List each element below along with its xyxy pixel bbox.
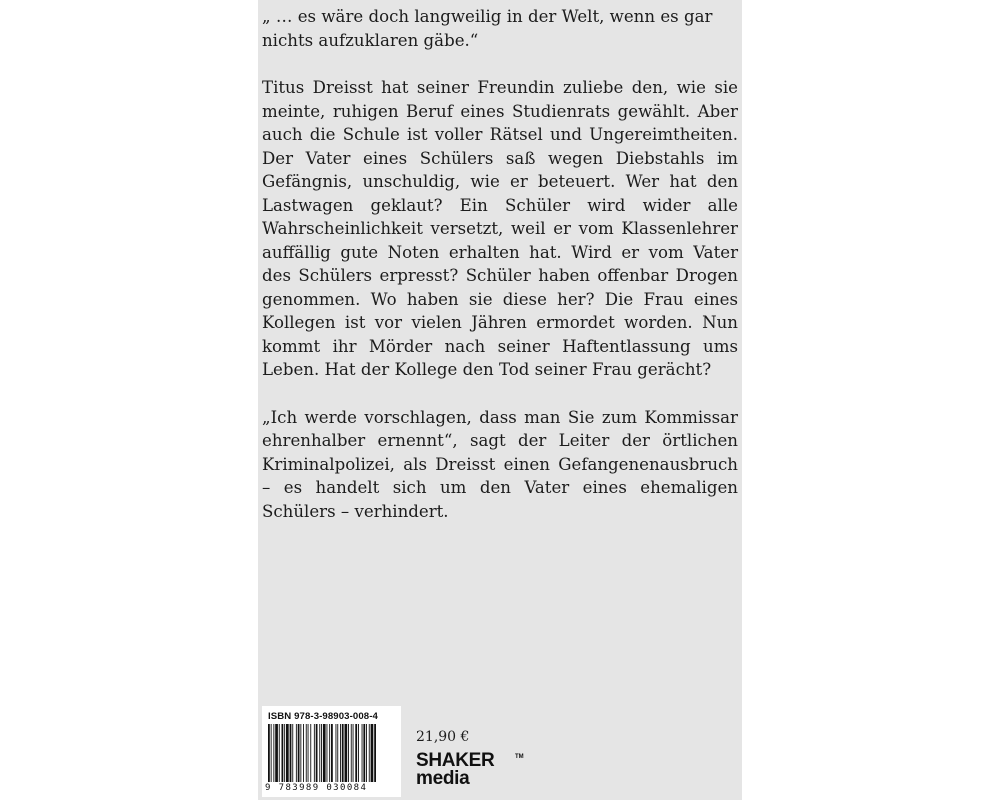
barcode-bar xyxy=(355,724,357,782)
publisher-logo-line-1: SHAKER xyxy=(416,750,495,771)
barcode-bar xyxy=(292,724,293,782)
barcode-bar xyxy=(300,724,301,782)
barcode-bar xyxy=(296,724,297,782)
barcode-bar xyxy=(298,724,300,782)
barcode-bar xyxy=(314,724,315,782)
barcode-bar xyxy=(374,724,376,782)
barcode-bar xyxy=(323,724,326,782)
barcode-label xyxy=(262,706,401,797)
opening-quote: „ … es wäre doch langweilig in der Welt, wenn es gar nichts aufzuklaren gäbe.“ xyxy=(262,7,713,50)
barcode-bar xyxy=(345,724,348,782)
barcode-bar xyxy=(271,724,272,782)
barcode-bar xyxy=(310,724,311,782)
price: 21,90 € xyxy=(416,729,470,745)
barcode-bar xyxy=(337,724,338,782)
blurb-paragraph-1: Titus Dreisst hat seiner Freundin zuliebe den, wie sie meinte, ruhigen Beruf eines Studienrats gewählt. Aber auch die Schule ist voller Rätsel und Ungereimtheiten. Der Vater eines Schülers saß wegen Diebstahls im Gefängnis, unschuldig, wie er beteuert. Wer hat den Lastwagen geklaut? Ein Schüler wird wider alle Wahrscheinlichkeit versetzt, weil er vom Klassenlehrer auffällig gute Noten erhalten hat. Wird er vom Vater des Schülers erpresst? Schüler haben offenbar Drogen genommen. Wo haben sie diese her? Die Frau eines Kollegen ist vor vielen Jähren ermordet worden. Nun kommt ihr Mörder nach seiner Haftentlassung ums Leben. Hat der Kollege den Tod seiner Frau gerächt? xyxy=(262,78,738,379)
barcode-bar xyxy=(353,724,354,782)
barcode-bar xyxy=(319,724,320,782)
barcode-bar xyxy=(321,724,322,782)
isbn-number: ISBN 978-3-98903-008-4 xyxy=(268,711,378,722)
barcode-bar xyxy=(336,724,337,782)
trademark-mark: TM xyxy=(515,754,524,760)
barcode-bar xyxy=(351,724,352,782)
barcode-bar xyxy=(358,724,359,782)
barcode-bar xyxy=(273,724,274,782)
barcode-bar xyxy=(371,724,374,782)
barcode-bar xyxy=(308,724,309,782)
barcode-bar xyxy=(329,724,330,782)
publisher-logo-line-2: media xyxy=(416,768,470,789)
barcode-digits: 9 783989 030084 xyxy=(265,783,368,793)
barcode-bar xyxy=(327,724,328,782)
barcode-bar xyxy=(366,724,367,782)
barcode-bar xyxy=(290,724,292,782)
barcode-bar xyxy=(340,724,341,782)
barcode-bar xyxy=(279,724,280,782)
barcode-bar xyxy=(268,724,270,782)
blurb-text xyxy=(262,5,738,547)
barcode-bar xyxy=(331,724,333,782)
barcode-bar xyxy=(282,724,284,782)
barcode-bar xyxy=(348,724,349,782)
barcode-bar xyxy=(369,724,370,782)
barcode-bar xyxy=(286,724,289,782)
barcode-bar xyxy=(284,724,285,782)
blurb-paragraph-2: „Ich werde vorschlagen, dass man Sie zum Kommissar ehrenhalber ernennt“, sagt der Leiter der örtlichen Kriminalpolizei, als Dreisst einen Gefangenenausbruch – es handelt sich um den Vater eines ehemaligen Schülers – verhindert. xyxy=(262,407,738,521)
barcode-bars xyxy=(268,724,396,782)
barcode-bar xyxy=(363,724,365,782)
barcode-bar xyxy=(275,724,278,782)
barcode-bar xyxy=(303,724,304,782)
barcode-bar xyxy=(306,724,307,782)
publisher-logo xyxy=(416,750,524,789)
barcode-bar xyxy=(362,724,363,782)
barcode-bar xyxy=(342,724,344,782)
barcode-bar xyxy=(316,724,318,782)
